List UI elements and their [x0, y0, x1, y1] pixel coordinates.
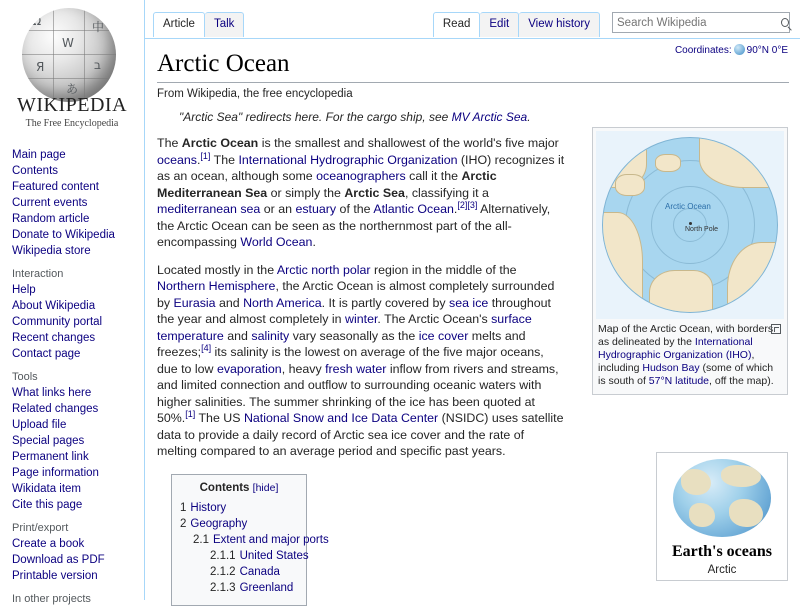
link-nsidc[interactable]: National Snow and Ice Data Center: [243, 411, 439, 425]
sidebar-item-wikidata-item[interactable]: Wikidata item: [12, 483, 82, 495]
lead-paragraph-1: The Arctic Ocean is the smallest and shallowest of the world's five major oceans.[1] The International Hydrographic Organization (IHO) recognizes it as an ocean, although some oceanographers call it the Arctic Mediterranean Sea or simply the Arctic Sea, classifying it a mediterranean sea or an estuary of the Atlantic Ocean.[2][3] Alternatively, the Arctic Ocean can be seen as the northernmost part of the all-encompassing World Ocean.: [157, 136, 565, 249]
link-mediterranean-sea[interactable]: mediterranean sea: [157, 202, 261, 216]
caption-link-iho[interactable]: International Hydrographic Organization (IHO): [598, 336, 753, 361]
sidebar-item-contents[interactable]: Contents: [12, 165, 59, 177]
link-salinity[interactable]: salinity: [251, 328, 290, 343]
ref-1[interactable]: [1]: [200, 150, 211, 161]
hatnote: [179, 110, 789, 124]
sidebar-item-download-as-pdf[interactable]: Download as PDF: [12, 554, 105, 566]
link-winter[interactable]: winter: [345, 312, 378, 326]
map-pole-dot: [689, 222, 692, 225]
sidebar-item-wikipedia-store[interactable]: Wikipedia store: [12, 245, 91, 257]
map-projection-circle: [602, 137, 778, 313]
toc-title: Contents: [199, 481, 250, 494]
map-caption: Map of the Arctic Ocean, with borders as delineated by the International Hydrographic Organization (IHO), including Hudson Bay (some of which is south of 57°N latitude, off the map).: [598, 323, 774, 387]
hatnote-period: .: [527, 110, 531, 124]
link-atlantic-ocean[interactable]: Atlantic Ocean: [373, 202, 454, 216]
link-ice-cover[interactable]: ice cover: [418, 328, 469, 343]
tab-article[interactable]: Article: [153, 12, 205, 37]
logo-tagline: The Free Encyclopedia: [25, 118, 119, 129]
coordinates-label[interactable]: Coordinates:: [674, 45, 732, 56]
tab-talk[interactable]: Talk: [205, 12, 244, 37]
sidebar-heading-interaction: Interaction: [12, 268, 64, 280]
caption-link-57n[interactable]: 57°N latitude: [648, 375, 710, 387]
toc-link-greenland[interactable]: Greenland: [239, 581, 294, 594]
link-estuary[interactable]: estuary: [295, 202, 337, 216]
namespace-tabs: [153, 12, 244, 37]
link-surface-temperature[interactable]: surface temperature: [157, 312, 532, 343]
toc-item[interactable]: 2.1.3 Greenland: [210, 581, 294, 594]
tab-view-history[interactable]: View history: [519, 12, 600, 37]
coordinates[interactable]: [675, 44, 788, 56]
toc-item[interactable]: 2.1.1 United States: [210, 549, 309, 562]
link-world-ocean[interactable]: World Ocean: [240, 235, 313, 249]
sidebar-item-recent-changes[interactable]: Recent changes: [12, 332, 96, 344]
sidebar-item-main-page[interactable]: Main page: [12, 149, 66, 161]
page-title: Arctic Ocean: [157, 50, 789, 83]
expand-image-icon[interactable]: [771, 324, 781, 334]
tab-divider: [145, 38, 800, 39]
logo-wordmark: WIKIPEDIA: [16, 94, 128, 116]
sidebar-item-permanent-link[interactable]: Permanent link: [12, 451, 89, 463]
tab-edit[interactable]: Edit: [480, 12, 519, 37]
caption-link-hudson-bay[interactable]: Hudson Bay: [642, 362, 700, 374]
toc-link-geography[interactable]: Geography: [190, 517, 248, 530]
toc-title-row: [180, 481, 298, 496]
link-iho[interactable]: International Hydrographic Organization: [238, 152, 458, 167]
globe-icon: [734, 44, 745, 55]
view-tabs: [433, 12, 600, 37]
link-arctic-north-polar[interactable]: Arctic north polar: [276, 262, 371, 277]
link-northern-hemisphere[interactable]: Northern Hemisphere: [157, 279, 276, 293]
sidebar-item-current-events[interactable]: Current events: [12, 197, 88, 209]
sidebar: [0, 0, 136, 605]
toc-item[interactable]: 2.1 Extent and major ports: [193, 533, 329, 546]
sidebar-item-donate[interactable]: Donate to Wikipedia: [12, 229, 115, 241]
table-of-contents: [171, 474, 329, 606]
globe-puzzle-icon: Ω W 中 Я あ ב: [22, 8, 116, 102]
arctic-map-image[interactable]: [596, 131, 784, 319]
toc-item[interactable]: 1 History: [180, 501, 227, 514]
ref-4[interactable]: [4]: [201, 342, 212, 353]
navbox-subtitle: Arctic: [707, 564, 737, 576]
toc-link-history[interactable]: History: [190, 501, 227, 514]
map-label-arctic-ocean: Arctic Ocean: [665, 202, 711, 211]
toc-item[interactable]: 2.1.2 Canada: [210, 565, 280, 578]
toc-toggle[interactable]: [hide]: [252, 481, 279, 494]
link-north-america[interactable]: North America: [243, 295, 322, 310]
sidebar-item-printable-version[interactable]: Printable version: [12, 570, 98, 582]
hatnote-link[interactable]: MV Arctic Sea: [451, 110, 528, 124]
site-subtitle: From Wikipedia, the free encyclopedia: [157, 88, 353, 100]
map-figure: [592, 127, 788, 395]
sidebar-heading-print-export: Print/export: [12, 522, 69, 534]
content-area: [144, 0, 800, 600]
sidebar-item-related-changes[interactable]: Related changes: [12, 403, 99, 415]
link-oceans[interactable]: oceans: [157, 152, 197, 167]
coordinates-value[interactable]: 90°N 0°E: [746, 45, 788, 56]
sidebar-heading-tools: Tools: [12, 371, 38, 383]
link-eurasia[interactable]: Eurasia: [173, 295, 216, 310]
navbox-title: Earth's oceans: [672, 543, 772, 560]
sidebar-heading-other-projects: In other projects: [12, 593, 91, 605]
search-icon: [781, 18, 789, 27]
search-input[interactable]: [613, 17, 775, 29]
toc-link-extent-major-ports[interactable]: Extent and major ports: [213, 533, 329, 546]
sidebar-item-featured-content[interactable]: Featured content: [12, 181, 99, 193]
wikipedia-logo[interactable]: [8, 6, 136, 138]
toc-link-canada[interactable]: Canada: [239, 565, 280, 578]
ref-2[interactable]: [2]: [457, 199, 468, 210]
sidebar-item-community-portal[interactable]: Community portal: [12, 316, 103, 328]
toc-link-united-states[interactable]: United States: [239, 549, 309, 562]
sidebar-item-contact-page[interactable]: Contact page: [12, 348, 81, 360]
link-sea-ice[interactable]: sea ice: [449, 295, 489, 310]
toc-item[interactable]: 2 Geography: [180, 517, 248, 530]
sidebar-item-create-a-book[interactable]: Create a book: [12, 538, 85, 550]
sidebar-item-help[interactable]: Help: [12, 284, 36, 296]
map-label-north-pole: North Pole: [685, 226, 719, 233]
lead-paragraph-2: Located mostly in the Arctic north polar region in the middle of the Northern Hemisphere, the Arctic Ocean is almost completely surrounded by Eurasia and North America. It is partly covered by sea ice throughout the year and almost completely in winter. The Arctic Ocean's surface temperature and salinity vary seasonally as the ice cover melts and freezes;[4] its salinity is the lowest on average of the five major oceans, due to low evaporation, heavy fresh water inflow from rivers and streams, and limited connection and outflow to surrounding oceanic waters with higher salinities. The summer shrinking of the ice has been quoted at 50%.[1] The US National Snow and Ice Data Center (NSIDC) uses satellite data to provide a daily record of Arctic sea ice cover and the rate of melting compared to an average period and specific past years.: [157, 262, 564, 458]
earth-globe-icon: [673, 459, 771, 537]
link-oceanographers[interactable]: oceanographers: [316, 169, 406, 183]
sidebar-item-page-information[interactable]: Page information: [12, 467, 99, 479]
search-button[interactable]: [775, 13, 795, 32]
sidebar-navigation: [8, 148, 136, 605]
sidebar-item-random-article[interactable]: Random article: [12, 213, 90, 225]
sidebar-item-what-links-here[interactable]: What links here: [12, 387, 92, 399]
sidebar-item-cite-this-page[interactable]: Cite this page: [12, 499, 83, 511]
link-evaporation[interactable]: evaporation: [216, 361, 282, 376]
earths-oceans-navbox: [656, 452, 788, 581]
tab-read[interactable]: Read: [433, 12, 481, 37]
hatnote-text: "Arctic Sea" redirects here. For the cargo ship, see: [179, 110, 452, 124]
ref-1b[interactable]: [1]: [185, 408, 196, 419]
ref-3[interactable]: [3]: [467, 199, 478, 210]
sidebar-item-upload-file[interactable]: Upload file: [12, 419, 67, 431]
sidebar-item-special-pages[interactable]: Special pages: [12, 435, 85, 447]
sidebar-item-about-wikipedia[interactable]: About Wikipedia: [12, 300, 96, 312]
search-form[interactable]: [612, 12, 790, 33]
link-fresh-water[interactable]: fresh water: [325, 361, 387, 376]
